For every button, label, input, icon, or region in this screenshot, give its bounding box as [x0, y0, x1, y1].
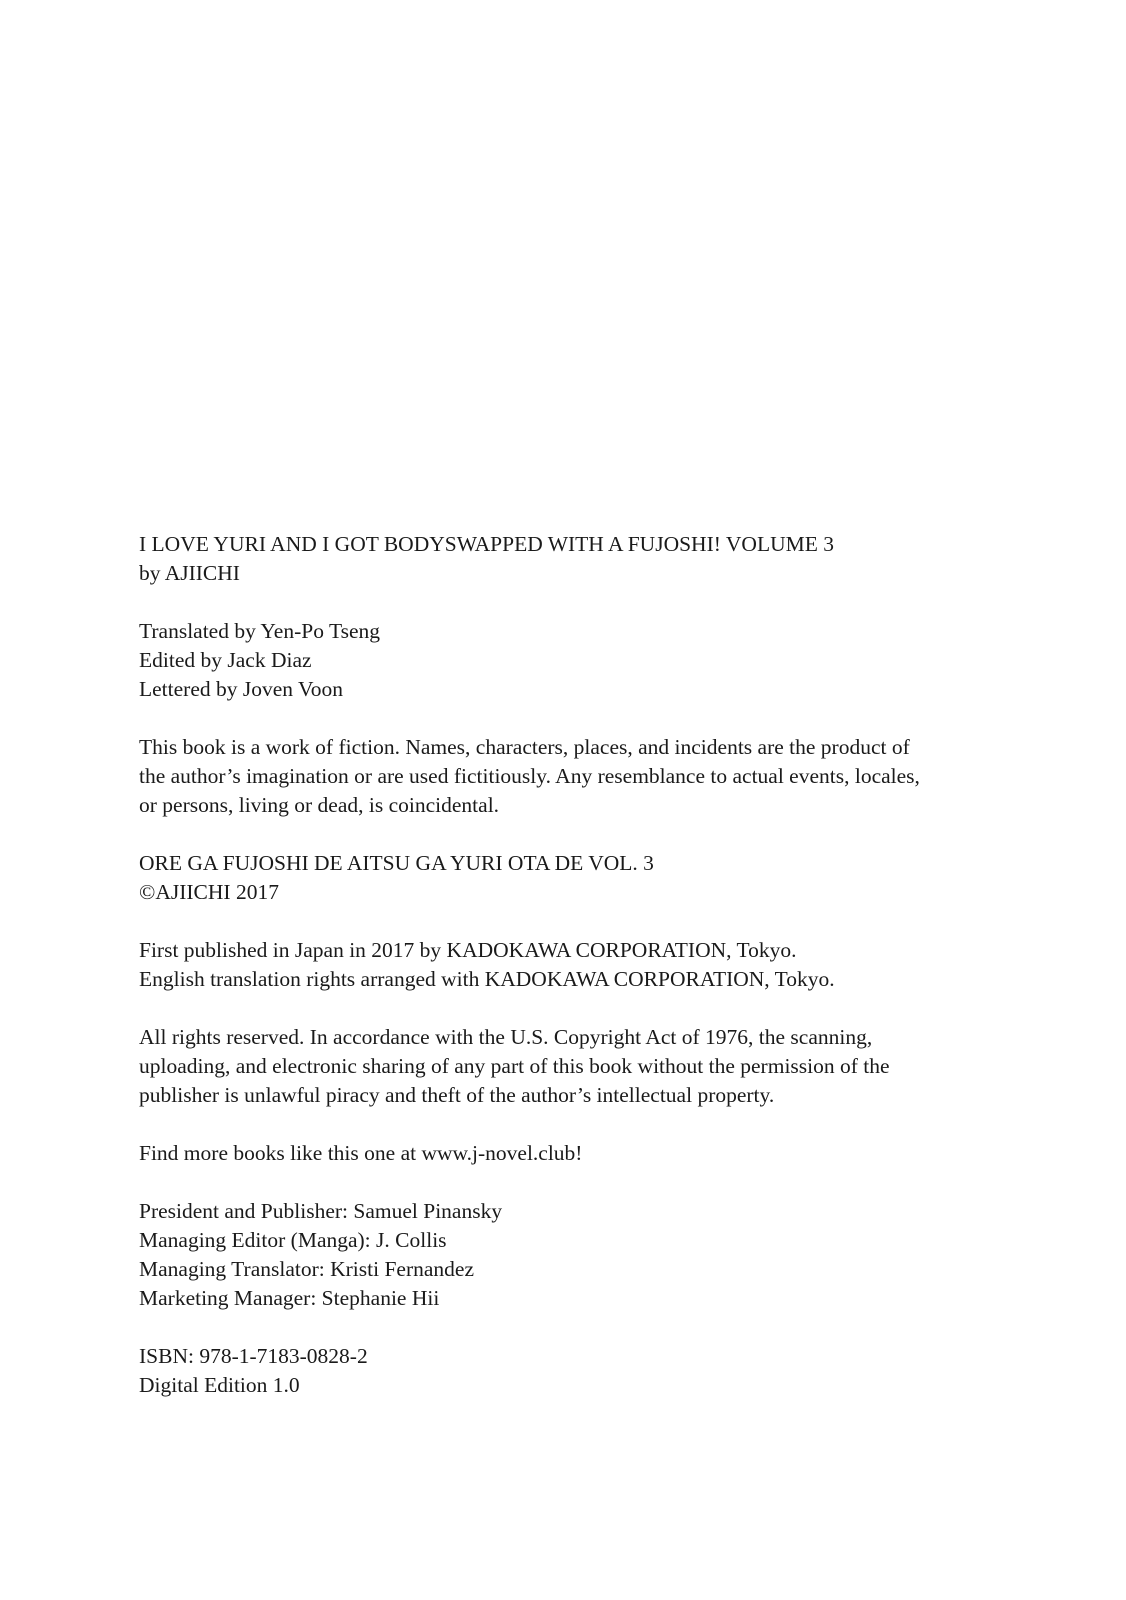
book-title: I LOVE YURI AND I GOT BODYSWAPPED WITH A FUJOSHI! VOLUME 3	[139, 532, 834, 556]
staff-block	[139, 1197, 1059, 1313]
more-books-text: Find more books like this one at www.j-novel.club!	[139, 1141, 583, 1165]
edition-label: Digital Edition 1.0	[139, 1373, 300, 1397]
editor-credit: Edited by Jack Diaz	[139, 648, 312, 672]
translation-rights: English translation rights arranged with KADOKAWA CORPORATION, Tokyo.	[139, 967, 835, 991]
original-title: ORE GA FUJOSHI DE AITSU GA YURI OTA DE VOL. 3	[139, 851, 654, 875]
title-block	[139, 530, 1059, 588]
fiction-disclaimer	[139, 733, 1059, 820]
disclaimer-line: the author’s imagination or are used fictitiously. Any resemblance to actual events, locales,	[139, 764, 920, 788]
translator-credit: Translated by Yen-Po Tseng	[139, 619, 380, 643]
credits-block	[139, 617, 1059, 704]
edition-block	[139, 1342, 1059, 1400]
book-author: by AJIICHI	[139, 561, 240, 585]
managing-editor-credit: Managing Editor (Manga): J. Collis	[139, 1228, 447, 1252]
rights-line: publisher is unlawful piracy and theft of the author’s intellectual property.	[139, 1083, 775, 1107]
president-credit: President and Publisher: Samuel Pinansky	[139, 1199, 503, 1223]
rights-line: All rights reserved. In accordance with the U.S. Copyright Act of 1976, the scanning,	[139, 1025, 873, 1049]
copyright-page	[139, 530, 1059, 1429]
first-published: First published in Japan in 2017 by KADOKAWA CORPORATION, Tokyo.	[139, 938, 797, 962]
marketing-manager-credit: Marketing Manager: Stephanie Hii	[139, 1286, 440, 1310]
letterer-credit: Lettered by Joven Voon	[139, 677, 344, 701]
disclaimer-line: or persons, living or dead, is coincidental.	[139, 793, 500, 817]
managing-translator-credit: Managing Translator: Kristi Fernandez	[139, 1257, 474, 1281]
rights-line: uploading, and electronic sharing of any part of this book without the permission of the	[139, 1054, 890, 1078]
more-books-block	[139, 1139, 1059, 1168]
disclaimer-line: This book is a work of fiction. Names, characters, places, and incidents are the product of	[139, 735, 910, 759]
isbn: ISBN: 978-1-7183-0828-2	[139, 1344, 368, 1368]
publication-block	[139, 936, 1059, 994]
original-title-block	[139, 849, 1059, 907]
copyright-notice: ©AJIICHI 2017	[139, 880, 279, 904]
rights-reserved-block	[139, 1023, 1059, 1110]
